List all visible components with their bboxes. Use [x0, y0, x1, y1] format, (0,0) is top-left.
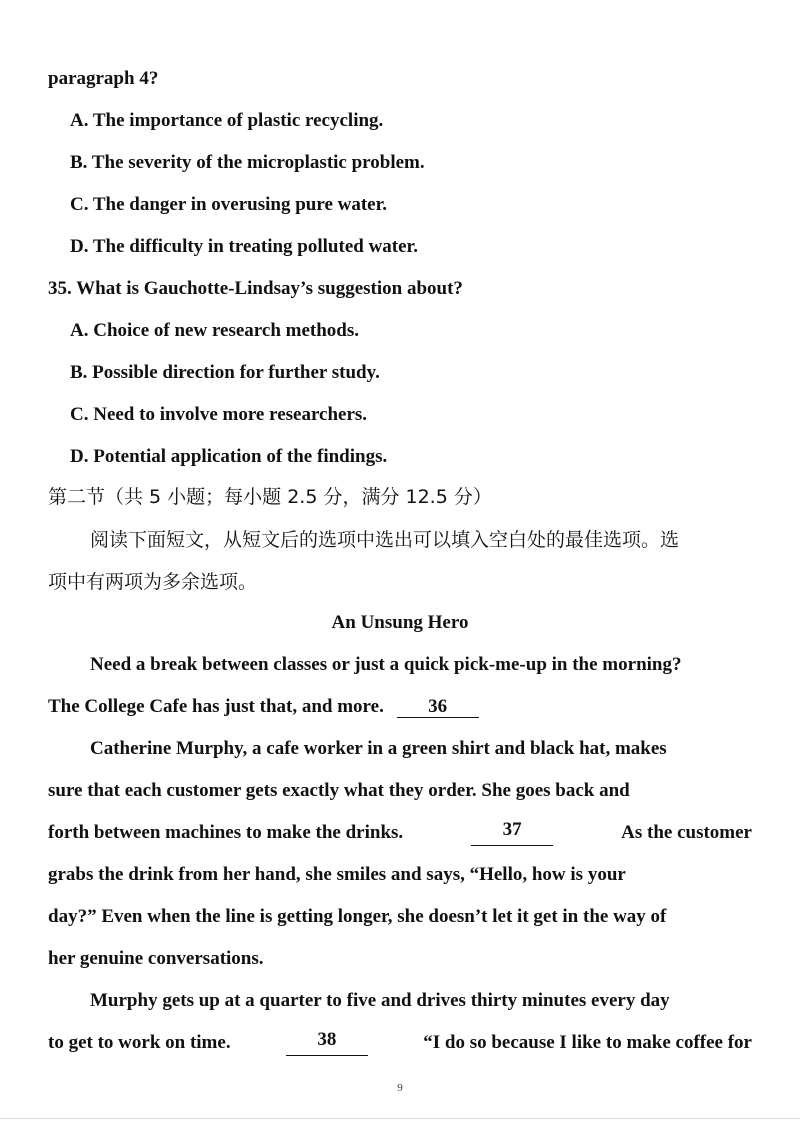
- p2-line3-after: As the customer: [621, 822, 752, 843]
- p2-line3-before: forth between machines to make the drinks.: [48, 822, 404, 843]
- q35-option-d: D. Potential application of the findings.: [70, 446, 388, 467]
- q34-option-c: C. The danger in overusing pure water.: [70, 194, 388, 215]
- blank-37: 37: [471, 820, 553, 846]
- q35-stem: 35. What is Gauchotte-Lindsay’s suggestion about?: [48, 278, 463, 299]
- passage-title: An Unsung Hero: [331, 612, 469, 633]
- p3-line2-after: “I do so because I like to make coffee for: [423, 1032, 752, 1053]
- p2-line1: Catherine Murphy, a cafe worker in a green shirt and black hat, makes: [90, 738, 667, 759]
- q35-option-b: B. Possible direction for further study.: [70, 362, 380, 383]
- p2-line4: grabs the drink from her hand, she smiles and says, “Hello, how is your: [48, 864, 626, 885]
- p2-line6: her genuine conversations.: [48, 948, 264, 969]
- bottom-rule: [0, 1118, 800, 1119]
- q34-stem-tail: paragraph 4?: [48, 68, 159, 89]
- p1-line2: [48, 694, 752, 720]
- blank-38: 38: [286, 1030, 368, 1056]
- p2-line3: [48, 820, 752, 846]
- blank-36: 36: [397, 697, 479, 718]
- q34-option-a: A. The importance of plastic recycling.: [70, 110, 384, 131]
- p3-line2: [48, 1030, 752, 1056]
- q35-option-c: C. Need to involve more researchers.: [70, 404, 368, 425]
- p1-line1: Need a break between classes or just a quick pick-me-up in the morning?: [90, 654, 682, 675]
- p3-line1: Murphy gets up at a quarter to five and drives thirty minutes every day: [90, 990, 670, 1011]
- page-number: 9: [397, 1082, 403, 1094]
- p3-line2-before: to get to work on time.: [48, 1032, 231, 1053]
- p1-line2-text: The College Cafe has just that, and more.: [48, 696, 384, 717]
- q34-option-b: B. The severity of the microplastic problem.: [70, 152, 425, 173]
- section2-instruction-line1: 阅读下面短文，从短文后的选项中选出可以填入空白处的最佳选项。选: [90, 529, 680, 551]
- section2-instruction-line2: 项中有两项为多余选项。: [48, 571, 258, 593]
- q34-option-d: D. The difficulty in treating polluted water.: [70, 236, 418, 257]
- p2-line5: day?” Even when the line is getting longer, she doesn’t let it get in the way of: [48, 906, 667, 927]
- p2-line2: sure that each customer gets exactly what they order. She goes back and: [48, 780, 630, 801]
- q35-option-a: A. Choice of new research methods.: [70, 320, 360, 341]
- section2-header: 第二节（共 5 小题；每小题 2.5 分，满分 12.5 分）: [48, 486, 492, 508]
